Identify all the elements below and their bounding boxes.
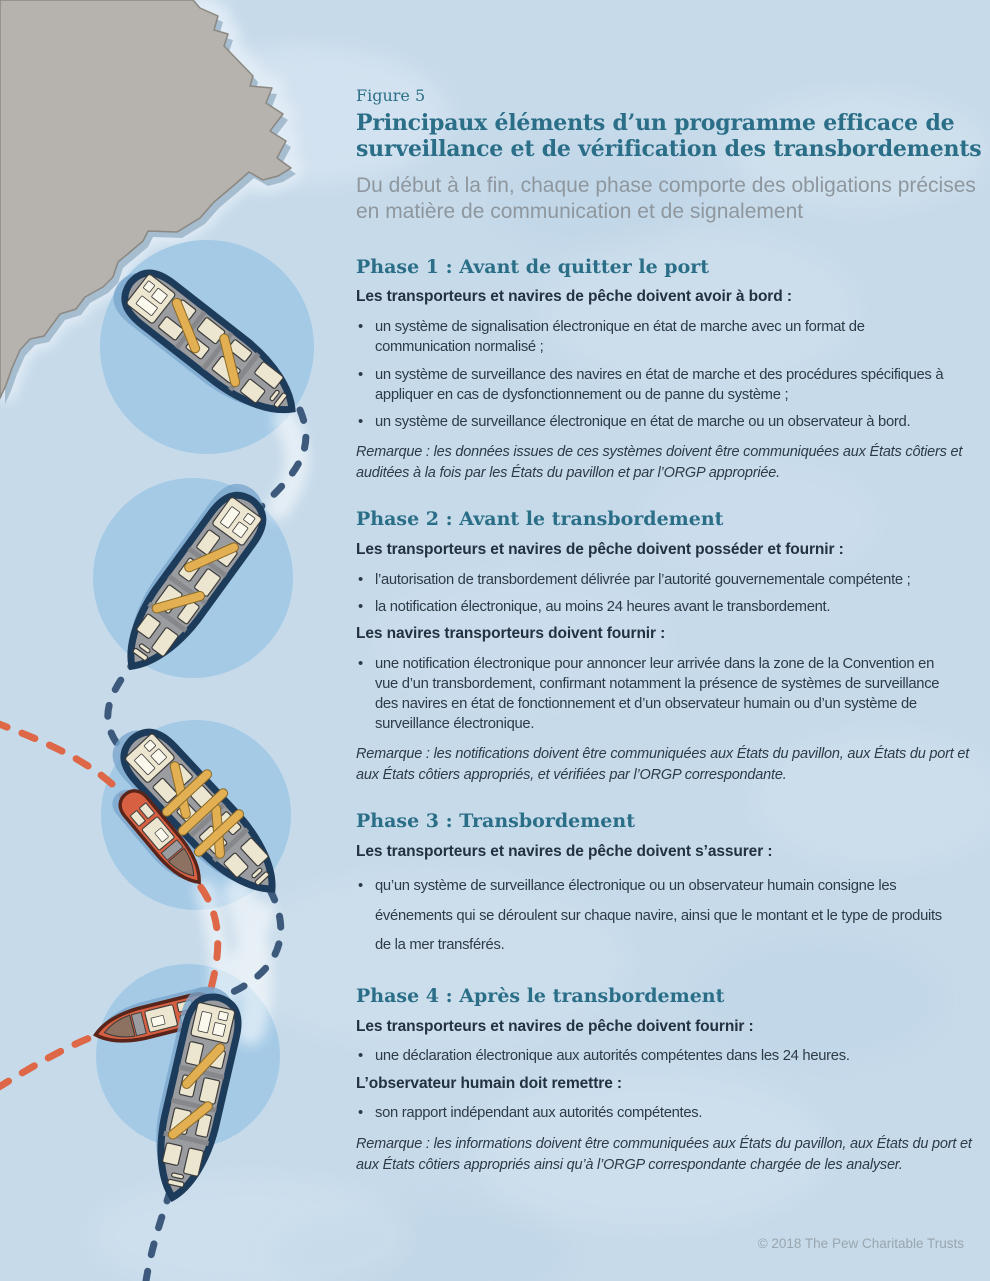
requirement-lead: Les navires transporteurs doivent fournir : — [356, 624, 666, 642]
remark-note: Remarque : les informations doivent être communiquées aux États du pavillon, aux États du port et aux États côtiers appropriés ainsi qu’à l’ORGP correspondante chargée de les analyser. — [356, 1135, 972, 1173]
requirement-item: • l’autorisation de transbordement délivrée par l’autorité gouvernementale compétente ; — [356, 570, 986, 590]
remark-note: Remarque : les notifications doivent être communiquées aux États du pavillon, aux États du port et aux États côtiers appropriés, et vérifiées par l’ORGP correspondante. — [356, 746, 970, 784]
page-title: Principaux éléments d’un programme efficace de surveillance et de vérification des transbordements — [356, 110, 982, 163]
phase-heading: Phase 4 : Après le transbordement — [356, 984, 725, 1007]
requirement-lead: L’observateur humain doit remettre : — [356, 1074, 622, 1092]
requirement-item: • son rapport indépendant aux autorités compétentes. — [356, 1103, 986, 1123]
phase-2-section — [356, 508, 986, 786]
text-column — [356, 86, 986, 1176]
phase-heading: Phase 2 : Avant le transbordement — [356, 507, 724, 530]
phase-4-section — [356, 985, 986, 1176]
requirement-item: • qu’un système de surveillance électronique ou un observateur humain consigne les événements qui se déroulent sur chaque navire, ainsi que le montant et le type de produits de la mer transférés. — [356, 872, 986, 961]
requirement-item: • une déclaration électronique aux autorités compétentes dans les 24 heures. — [356, 1046, 986, 1066]
requirement-item: • une notification électronique pour annoncer leur arrivée dans la zone de la Convention en vue d’un transbordement, confirmant notamment la présence de systèmes de surveillance des navires en état de fonctionnement et d’un observateur humain ou d’un système de surveillance électronique. — [356, 654, 986, 734]
phase-sections — [356, 256, 986, 1176]
requirement-list — [356, 317, 986, 432]
requirement-item: • un système de signalisation électronique en état de marche avec un format de communication normalisé ; — [356, 317, 986, 357]
requirement-lead: Les transporteurs et navires de pêche doivent s’assurer : — [356, 843, 773, 861]
requirement-lead: Les transporteurs et navires de pêche doivent fournir : — [356, 1017, 754, 1035]
copyright: © 2018 The Pew Charitable Trusts — [757, 1236, 964, 1251]
requirement-item: • un système de surveillance des navires en état de marche et des procédures spécifiques à appliquer en cas de dysfonctionnement ou de panne du système ; — [356, 365, 986, 405]
requirement-list — [356, 570, 986, 617]
subtitle: Du début à la fin, chaque phase comporte des obligations précises en matière de communication et de signalement — [356, 174, 976, 224]
requirement-list — [356, 654, 986, 734]
requirement-lead: Les transporteurs et navires de pêche doivent posséder et fournir : — [356, 540, 844, 558]
requirement-lead: Les transporteurs et navires de pêche doivent avoir à bord : — [356, 288, 792, 306]
phase-1-section — [356, 256, 986, 484]
requirement-item: • la notification électronique, au moins 24 heures avant le transbordement. — [356, 597, 986, 617]
requirement-list — [356, 1046, 986, 1066]
requirement-list — [356, 1103, 986, 1123]
requirement-list — [356, 872, 986, 961]
phase-heading: Phase 1 : Avant de quitter le port — [356, 255, 710, 278]
requirement-item: • un système de surveillance électronique en état de marche ou un observateur à bord. — [356, 412, 986, 432]
phase-heading: Phase 3 : Transbordement — [356, 810, 635, 833]
remark-note: Remarque : les données issues de ces systèmes doivent être communiquées aux États côtiers et auditées à la fois par les États du pavillon et par l’ORGP appropriée. — [356, 443, 963, 481]
figure-label: Figure 5 — [356, 86, 426, 105]
phase-3-section — [356, 810, 986, 961]
